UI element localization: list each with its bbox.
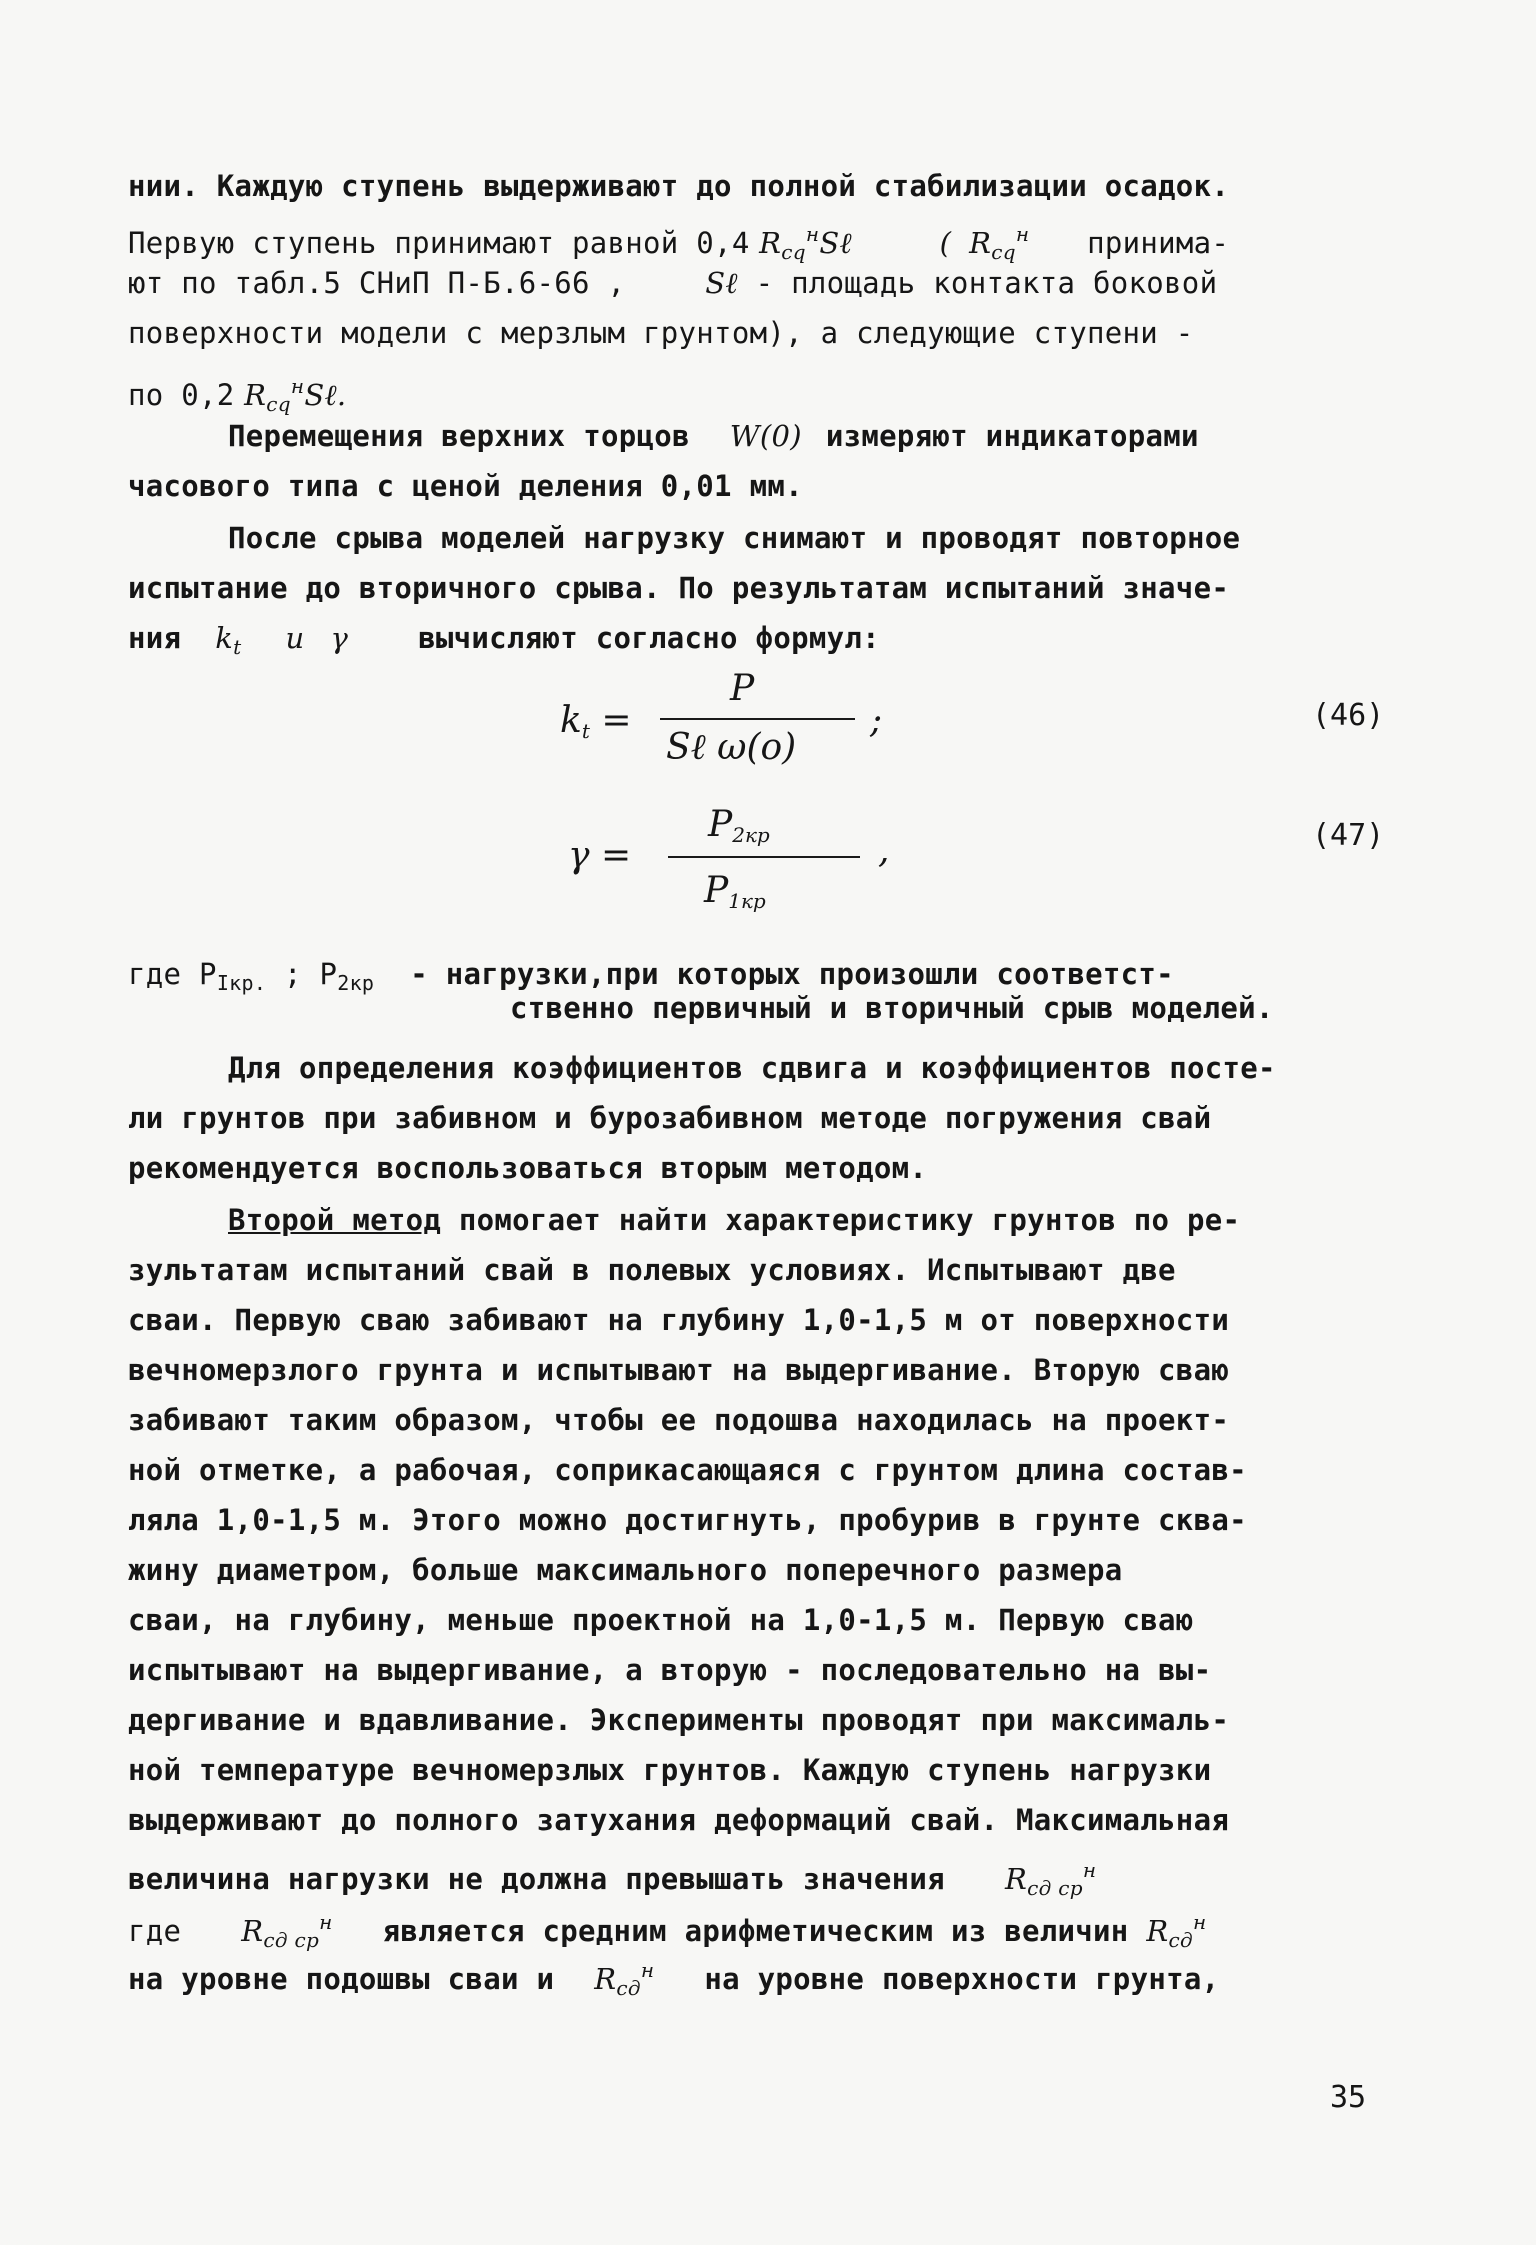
text-line: ной температуре вечномерзлых грунтов. Каждую ступень нагрузки — [128, 1753, 1212, 1787]
text-line: где $R_{сд ср}^н$ является средним арифметическим из величин $R_{сд}^н$ — [128, 1910, 1207, 1952]
text-line: поверхности модели с мерзлым грунтом), а следующие ступени - — [128, 316, 1194, 350]
text-line: ния $k_t$ и γ вычисляют согласно формул: — [128, 621, 880, 659]
text-line: испытание до вторичного срыва. По результатам испытаний значе- — [128, 571, 1230, 605]
equation-number-46: (46) — [1312, 698, 1385, 733]
fraction-bar — [660, 718, 855, 720]
formula-46-denominator: Sℓ ω(o) — [666, 727, 797, 768]
formula-46-semicolon: ; — [870, 700, 883, 741]
text-line: ли грунтов при забивном и бурозабивном методе погружения свай — [128, 1101, 1212, 1135]
text-line: рекомендуется воспользоваться вторым методом. — [128, 1151, 928, 1185]
text-line: Первую ступень принимают равной 0,4 $R_{cq}^нS\ell$ ( $R_{cq}^н$ принима- — [128, 222, 1230, 264]
text-line: выдерживают до полного затухания деформаций свай. Максимальная — [128, 1803, 1230, 1837]
text-line: нии. Каждую ступень выдерживают до полной стабилизации осадок. — [128, 169, 1230, 203]
formula-47-comma: , — [878, 830, 890, 871]
formula-47-numerator: $P_{2кр}$ — [708, 804, 770, 847]
text-line: часового типа с ценой деления 0,01 мм. — [128, 469, 803, 503]
equation-number-47: (47) — [1312, 818, 1385, 853]
formula-46-lhs: $k_t$ = — [560, 700, 632, 743]
text-line: Для определения коэффициентов сдвига и коэффициентов посте- — [228, 1051, 1276, 1085]
text-line: дергивание и вдавливание. Эксперименты проводят при максималь- — [128, 1703, 1230, 1737]
text-line: После срыва моделей нагрузку снимают и проводят повторное — [228, 521, 1241, 555]
text-line: где $P_{Iкр.}$ ; $P_{2кр}$ - нагрузки,при которых произошли соответст- — [128, 957, 1174, 995]
text-line: ственно первичный и вторичный срыв моделей. — [510, 991, 1274, 1025]
text-line: вечномерзлого грунта и испытывают на выдергивание. Вторую сваю — [128, 1353, 1230, 1387]
page-number: 35 — [1330, 2080, 1367, 2115]
text-line: сваи, на глубину, меньше проектной на 1,0-1,5 м. Первую сваю — [128, 1603, 1194, 1637]
formula-47-denominator: $P_{1кр}$ — [704, 870, 766, 913]
text-line: зультатам испытаний свай в полевых условиях. Испытывают две — [128, 1253, 1176, 1287]
formula-inline: $R_{cq}^нS\ell$ — [759, 222, 852, 264]
formula-46-numerator: P — [730, 668, 755, 709]
section-heading: Второй метод — [228, 1203, 442, 1237]
text-line: жину диаметром, больше максимального поперечного размера — [128, 1553, 1123, 1587]
formula-47-lhs: γ = — [568, 835, 632, 876]
text-line: ной отметке, а рабочая, соприкасающаяся с грунтом длина состав- — [128, 1453, 1247, 1487]
text-line: забивают таким образом, чтобы ее подошва находилась на проект- — [128, 1403, 1230, 1437]
text-line: Перемещения верхних торцов W(0) измеряют индикаторами — [228, 419, 1199, 453]
text-line: ляла 1,0-1,5 м. Этого можно достигнуть, пробурив в грунте сква- — [128, 1503, 1247, 1537]
text-line: Второй метод помогает найти характеристику грунтов по ре- — [228, 1203, 1241, 1237]
text-line: испытывают на выдергивание, а вторую - последовательно на вы- — [128, 1653, 1212, 1687]
text-line: ют по табл.5 СНиП П-Б.6-66 , Sℓ - площадь контакта боковой — [128, 266, 1218, 300]
text-line: величина нагрузки не должна превышать значения $R_{сд ср}^н$ — [128, 1858, 1097, 1900]
fraction-bar — [668, 856, 860, 858]
text-line: на уровне подошвы сваи и $R_{сд}^н$ на уровне поверхности грунта, — [128, 1958, 1220, 2000]
text-line: по 0,2 $R_{cq}^нS\ell$. — [128, 374, 347, 416]
text-line: сваи. Первую сваю забивают на глубину 1,0-1,5 м от поверхности — [128, 1303, 1230, 1337]
